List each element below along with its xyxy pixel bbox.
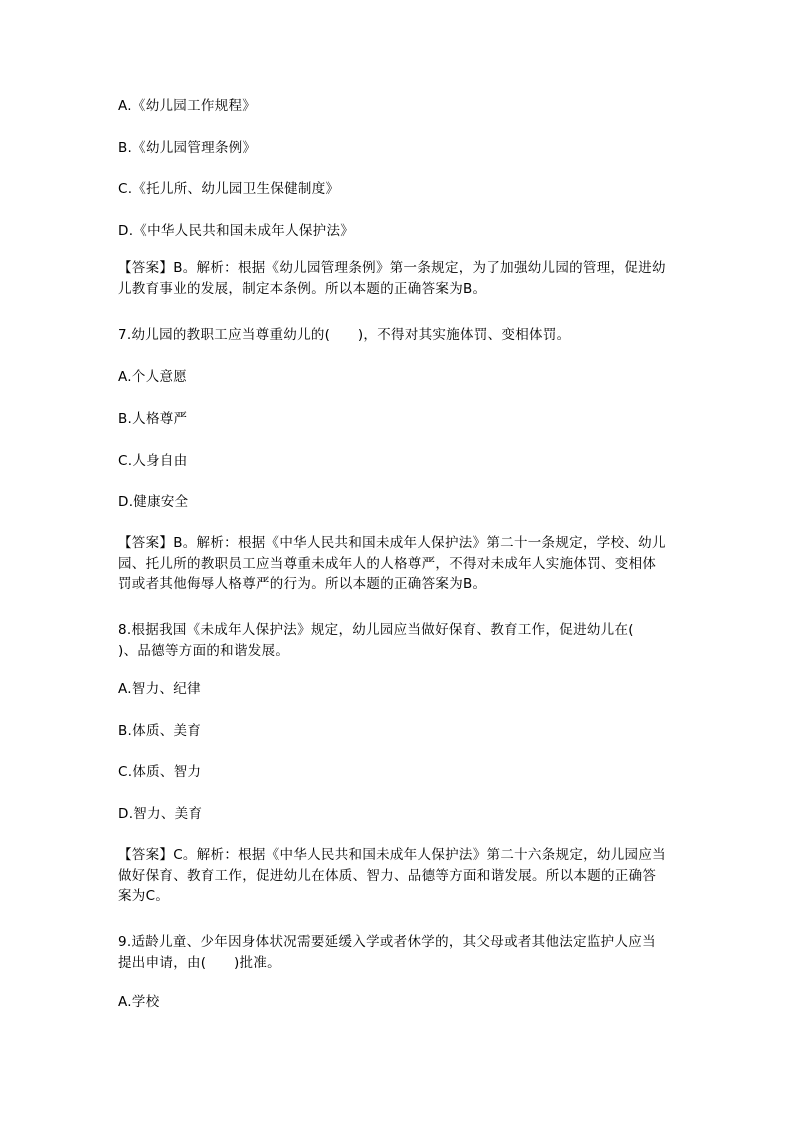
q9-question-line: 提出申请，由( )批准。 bbox=[118, 954, 281, 971]
q8-answer-line: 【答案】C。解析：根据《中华人民共和国未成年人保护法》第二十六条规定，幼儿园应当 bbox=[118, 847, 666, 863]
q6-answer bbox=[118, 258, 678, 299]
q7-answer bbox=[118, 533, 678, 595]
q6-option-d: D.《中华人民共和国未成年人保护法》 bbox=[118, 223, 355, 239]
q8-question-line: )、品德等方面的和谐发展。 bbox=[118, 642, 290, 659]
q9-option-a: A.学校 bbox=[118, 994, 160, 1010]
q7-question bbox=[118, 325, 678, 346]
q8-answer-line: 做好保育、教育工作，促进幼儿在体质、智力、品德等方面和谐发展。所以本题的正确答 bbox=[118, 867, 657, 884]
q8-option-c: C.体质、智力 bbox=[118, 764, 202, 780]
q7-option-b: B.人格尊严 bbox=[118, 411, 188, 427]
q9-question bbox=[118, 932, 678, 973]
q6-option-c: C.《托儿所、幼儿园卫生保健制度》 bbox=[118, 181, 340, 197]
q7-question-line: 7.幼儿园的教职工应当尊重幼儿的( )，不得对其实施体罚、变相体罚。 bbox=[118, 327, 571, 343]
q8-question-line: 8.根据我国《未成年人保护法》规定，幼儿园应当做好保育、教育工作，促进幼儿在( bbox=[118, 622, 634, 638]
q6-option-a: A.《幼儿园工作规程》 bbox=[118, 98, 257, 114]
q7-option-c: C.人身自由 bbox=[118, 453, 188, 469]
q7-option-a: A.个人意愿 bbox=[118, 369, 188, 385]
q8-option-b: B.体质、美育 bbox=[118, 723, 202, 739]
q8-option-a: A.智力、纪律 bbox=[118, 681, 201, 697]
q6-option-b: B.《幼儿园管理条例》 bbox=[118, 140, 257, 156]
q7-answer-line: 罚或者其他侮辱人格尊严的行为。所以本题的正确答案为B。 bbox=[118, 576, 487, 592]
q8-question bbox=[118, 620, 678, 661]
q8-answer-line: 案为C。 bbox=[118, 888, 170, 904]
q8-answer bbox=[118, 845, 678, 907]
q7-option-d: D.健康安全 bbox=[118, 494, 189, 510]
q8-option-d: D.智力、美育 bbox=[118, 806, 203, 822]
q7-answer-line: 【答案】B。解析：根据《中华人民共和国未成年人保护法》第二十一条规定，学校、幼儿 bbox=[118, 535, 666, 551]
q7-answer-line: 园、托儿所的教职员工应当尊重未成年人的人格尊严，不得对未成年人实施体罚、变相体 bbox=[118, 555, 657, 572]
q6-answer-line: 【答案】B。解析：根据《幼儿园管理条例》第一条规定，为了加强幼儿园的管理，促进幼 bbox=[118, 260, 666, 276]
q6-answer-line: 儿教育事业的发展，制定本条例。所以本题的正确答案为B。 bbox=[118, 280, 487, 297]
q9-question-line: 9.适龄儿童、少年因身体状况需要延缓入学或者休学的，其父母或者其他法定监护人应当 bbox=[118, 934, 656, 950]
